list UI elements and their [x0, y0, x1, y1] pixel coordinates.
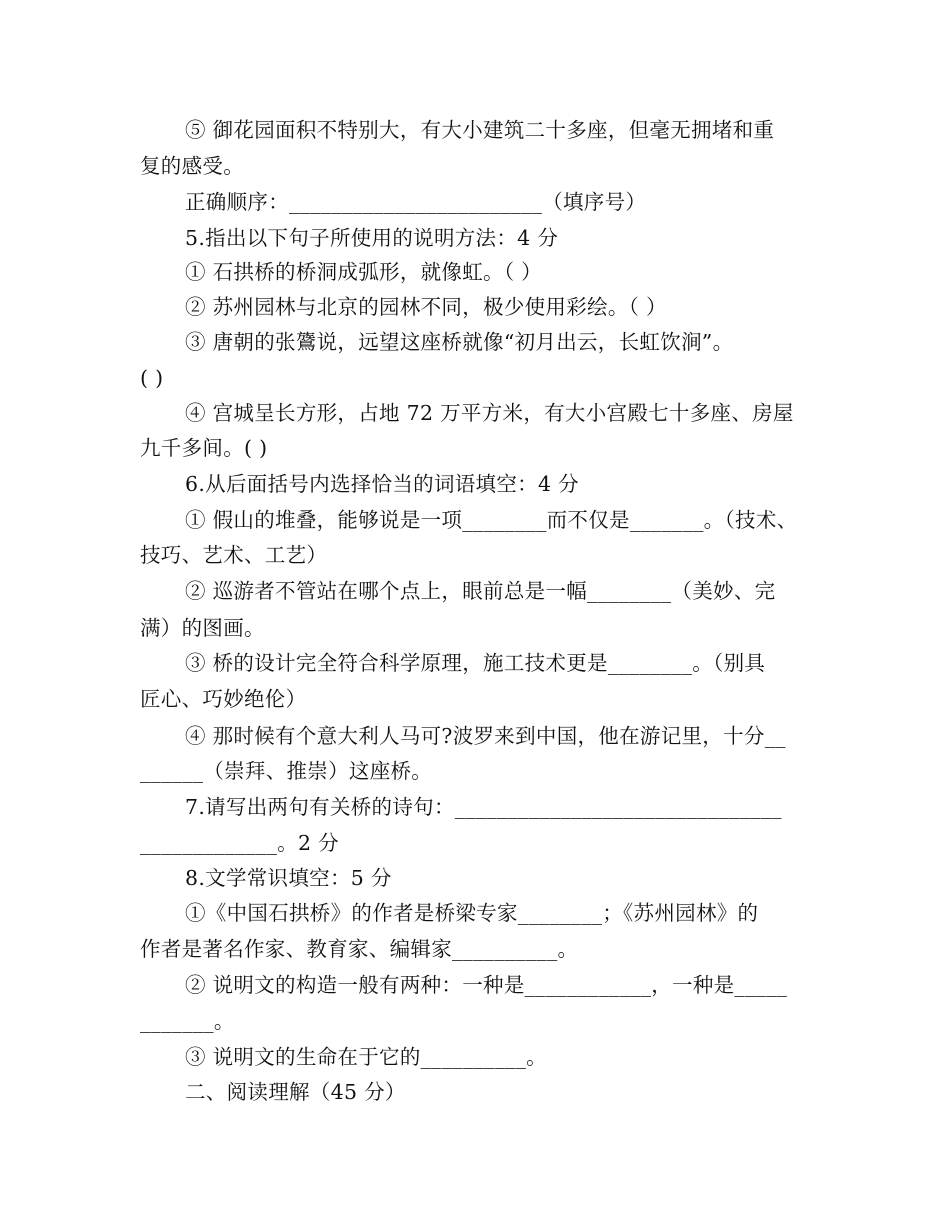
text-line: ⑤ 御花园面积不特别大，有大小建筑二十多座，但毫无拥堵和重 [185, 118, 775, 142]
text-line: 九千多间。( ) [140, 436, 268, 460]
text-line: ① 石拱桥的桥洞成弧形，就像虹。（ ） [185, 260, 542, 284]
text-line: 复的感受。 [140, 154, 244, 178]
text-line: 满）的图画。 [140, 616, 265, 640]
text-line: 正确顺序：________________________（填序号） [185, 190, 647, 214]
question-heading: 7.请写出两句有关桥的诗句：_______________________________ [185, 795, 782, 819]
text-line: ④ 那时候有个意大利人马可?波罗来到中国，他在游记里，十分__ [185, 724, 786, 748]
text-line: ③ 唐朝的张鷟说，远望这座桥就像“初月出云，长虹饮涧”。 [185, 330, 734, 354]
text-line: 作者是著名作家、教育家、编辑家__________。 [140, 937, 579, 961]
text-line: ③ 桥的设计完全符合科学原理，施工技术更是________。（别具 [185, 651, 766, 675]
text-line: ③ 说明文的生命在于它的__________。 [185, 1045, 547, 1069]
text-line: ①《中国石拱桥》的作者是桥梁专家________；《苏州园林》的 [185, 901, 759, 925]
text-line: 匠心、巧妙绝伦） [140, 687, 307, 711]
section-heading: 二、阅读理解（45 分） [185, 1080, 406, 1104]
text-line: _____________。2 分 [140, 831, 339, 855]
text-line: 技巧、艺术、工艺） [140, 543, 328, 567]
text-line: ④ 宫城呈长方形，占地 72 万平方米，有大小宫殿七十多座、房屋 [185, 401, 794, 425]
text-line: ② 说明文的构造一般有两种：一种是____________，一种是_____ [185, 973, 788, 997]
question-heading: 6.从后面括号内选择恰当的词语填空：4 分 [185, 472, 579, 496]
text-line: ______（崇拜、推崇）这座桥。 [140, 759, 433, 783]
text-line: _______。 [140, 1009, 235, 1033]
text-line: ① 假山的堆叠，能够说是一项________而不仅是_______。（技术、 [185, 508, 798, 532]
question-heading: 8.文学常识填空：5 分 [185, 866, 392, 890]
question-heading: 5.指出以下句子所使用的说明方法：4 分 [185, 226, 559, 250]
text-line: ( ) [140, 366, 164, 390]
text-line: ② 巡游者不管站在哪个点上，眼前总是一幅________（美妙、完 [185, 579, 776, 603]
text-line: ② 苏州园林与北京的园林不同，极少使用彩绘。（ ） [185, 295, 667, 319]
